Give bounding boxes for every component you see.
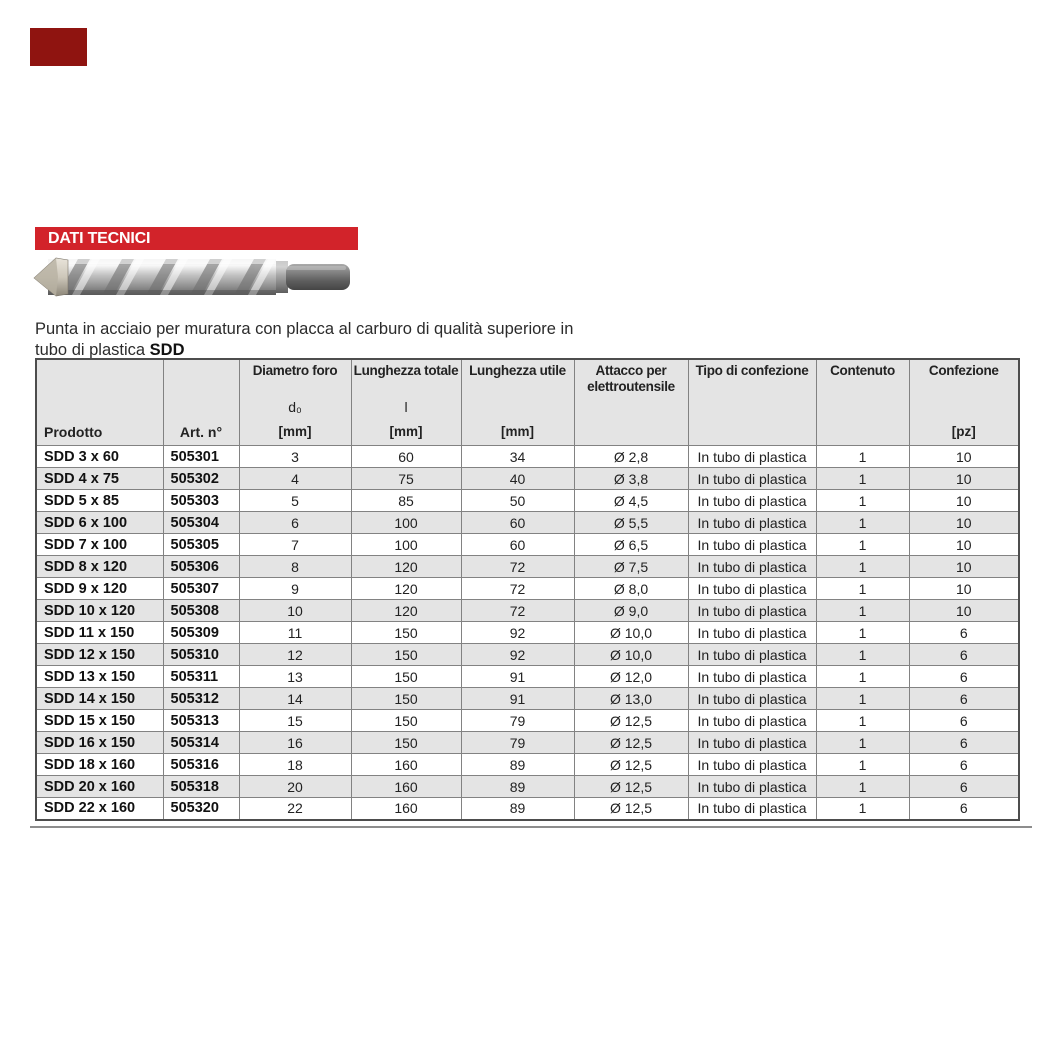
cell-r8-c2: 505308 <box>163 600 239 622</box>
header-text <box>37 399 163 424</box>
bottom-divider <box>30 826 1032 828</box>
cell-r4-c7: In tubo di plastica <box>688 512 816 534</box>
cell-r10-c7: In tubo di plastica <box>688 644 816 666</box>
header-text <box>910 399 1019 424</box>
header-text <box>575 399 688 424</box>
cell-r12-c7: In tubo di plastica <box>688 688 816 710</box>
cell-r4-c3: 6 <box>239 512 351 534</box>
cell-r8-c6: Ø 9,0 <box>574 600 688 622</box>
cell-r3-c4: 85 <box>351 490 461 512</box>
cell-r12-c5: 91 <box>461 688 574 710</box>
drill-bit-photo <box>32 252 352 302</box>
header-text: Lunghezza utile <box>469 363 566 378</box>
cell-r15-c8: 1 <box>816 754 909 776</box>
header-text <box>689 424 816 445</box>
cell-r16-c8: 1 <box>816 776 909 798</box>
cell-r15-c5: 89 <box>461 754 574 776</box>
cell-r16-c2: 505318 <box>163 776 239 798</box>
cell-r8-c1: SDD 10 x 120 <box>36 600 163 622</box>
table-row <box>36 644 1019 666</box>
cell-r4-c2: 505304 <box>163 512 239 534</box>
cell-r1-c3: 3 <box>239 446 351 468</box>
cell-r17-c9: 6 <box>909 798 1019 820</box>
cell-r12-c3: 14 <box>239 688 351 710</box>
cell-r11-c6: Ø 12,0 <box>574 666 688 688</box>
cell-r9-c6: Ø 10,0 <box>574 622 688 644</box>
cell-r6-c9: 10 <box>909 556 1019 578</box>
cell-r4-c6: Ø 5,5 <box>574 512 688 534</box>
cell-r5-c6: Ø 6,5 <box>574 534 688 556</box>
table-row <box>36 578 1019 600</box>
cell-r15-c6: Ø 12,5 <box>574 754 688 776</box>
cell-r9-c3: 11 <box>239 622 351 644</box>
cell-r1-c6: Ø 2,8 <box>574 446 688 468</box>
cell-r7-c8: 1 <box>816 578 909 600</box>
column-header-3 <box>239 359 351 446</box>
cell-r4-c4: 100 <box>351 512 461 534</box>
header-text <box>689 399 816 424</box>
cell-r10-c3: 12 <box>239 644 351 666</box>
cell-r10-c4: 150 <box>351 644 461 666</box>
cell-r14-c4: 150 <box>351 732 461 754</box>
cell-r16-c5: 89 <box>461 776 574 798</box>
cell-r6-c5: 72 <box>461 556 574 578</box>
cell-r8-c9: 10 <box>909 600 1019 622</box>
cell-r11-c4: 150 <box>351 666 461 688</box>
cell-r8-c7: In tubo di plastica <box>688 600 816 622</box>
cell-r14-c3: 16 <box>239 732 351 754</box>
cell-r7-c1: SDD 9 x 120 <box>36 578 163 600</box>
cell-r6-c3: 8 <box>239 556 351 578</box>
table-row <box>36 490 1019 512</box>
table-row <box>36 556 1019 578</box>
cell-r16-c7: In tubo di plastica <box>688 776 816 798</box>
header-text <box>164 399 239 424</box>
cell-r10-c1: SDD 12 x 150 <box>36 644 163 666</box>
cell-r9-c1: SDD 11 x 150 <box>36 622 163 644</box>
cell-r1-c4: 60 <box>351 446 461 468</box>
page-corner-marker <box>30 28 87 66</box>
table-row <box>36 798 1019 820</box>
cell-r6-c4: 120 <box>351 556 461 578</box>
cell-r3-c3: 5 <box>239 490 351 512</box>
table-row <box>36 732 1019 754</box>
cell-r2-c7: In tubo di plastica <box>688 468 816 490</box>
cell-r11-c8: 1 <box>816 666 909 688</box>
header-text: Tipo di confezione <box>695 363 809 378</box>
cell-r3-c2: 505303 <box>163 490 239 512</box>
cell-r9-c9: 6 <box>909 622 1019 644</box>
cell-r13-c6: Ø 12,5 <box>574 710 688 732</box>
description-product-code: SDD <box>149 340 185 359</box>
cell-r10-c9: 6 <box>909 644 1019 666</box>
cell-r12-c9: 6 <box>909 688 1019 710</box>
header-text: [mm] <box>278 424 312 439</box>
cell-r5-c3: 7 <box>239 534 351 556</box>
cell-r1-c8: 1 <box>816 446 909 468</box>
cell-r13-c7: In tubo di plastica <box>688 710 816 732</box>
cell-r17-c5: 89 <box>461 798 574 820</box>
cell-r14-c8: 1 <box>816 732 909 754</box>
cell-r2-c1: SDD 4 x 75 <box>36 468 163 490</box>
cell-r16-c1: SDD 20 x 160 <box>36 776 163 798</box>
cell-r10-c8: 1 <box>816 644 909 666</box>
cell-r8-c3: 10 <box>239 600 351 622</box>
cell-r4-c9: 10 <box>909 512 1019 534</box>
table-row <box>36 446 1019 468</box>
column-header-2 <box>163 359 239 446</box>
cell-r14-c6: Ø 12,5 <box>574 732 688 754</box>
cell-r7-c7: In tubo di plastica <box>688 578 816 600</box>
cell-r14-c2: 505314 <box>163 732 239 754</box>
cell-r7-c2: 505307 <box>163 578 239 600</box>
cell-r16-c4: 160 <box>351 776 461 798</box>
cell-r17-c2: 505320 <box>163 798 239 820</box>
column-header-9 <box>909 359 1019 446</box>
product-description <box>35 319 615 361</box>
column-header-7 <box>688 359 816 446</box>
description-line2: tubo di plastica <box>35 340 146 359</box>
cell-r4-c5: 60 <box>461 512 574 534</box>
cell-r2-c6: Ø 3,8 <box>574 468 688 490</box>
cell-r12-c1: SDD 14 x 150 <box>36 688 163 710</box>
header-text: Contenuto <box>830 363 895 378</box>
cell-r16-c9: 6 <box>909 776 1019 798</box>
cell-r11-c3: 13 <box>239 666 351 688</box>
cell-r6-c6: Ø 7,5 <box>574 556 688 578</box>
cell-r9-c2: 505309 <box>163 622 239 644</box>
cell-r14-c1: SDD 16 x 150 <box>36 732 163 754</box>
cell-r15-c7: In tubo di plastica <box>688 754 816 776</box>
header-row <box>36 359 1019 446</box>
header-text <box>164 360 239 399</box>
cell-r8-c5: 72 <box>461 600 574 622</box>
cell-r17-c3: 22 <box>239 798 351 820</box>
cell-r9-c5: 92 <box>461 622 574 644</box>
cell-r4-c1: SDD 6 x 100 <box>36 512 163 534</box>
section-banner-title: DATI TECNICI <box>48 229 151 247</box>
table-row <box>36 600 1019 622</box>
header-text: [mm] <box>501 424 534 439</box>
cell-r17-c4: 160 <box>351 798 461 820</box>
header-text: [mm] <box>389 424 423 439</box>
cell-r2-c4: 75 <box>351 468 461 490</box>
header-text: Art. n° <box>179 424 223 440</box>
cell-r5-c4: 100 <box>351 534 461 556</box>
cell-r8-c8: 1 <box>816 600 909 622</box>
cell-r11-c1: SDD 13 x 150 <box>36 666 163 688</box>
cell-r2-c8: 1 <box>816 468 909 490</box>
cell-r15-c4: 160 <box>351 754 461 776</box>
column-header-5 <box>461 359 574 446</box>
header-text: Confezione <box>928 363 999 378</box>
cell-r11-c7: In tubo di plastica <box>688 666 816 688</box>
cell-r5-c8: 1 <box>816 534 909 556</box>
cell-r13-c1: SDD 15 x 150 <box>36 710 163 732</box>
cell-r11-c5: 91 <box>461 666 574 688</box>
header-text <box>817 424 909 445</box>
cell-r3-c9: 10 <box>909 490 1019 512</box>
cell-r12-c8: 1 <box>816 688 909 710</box>
cell-r6-c2: 505306 <box>163 556 239 578</box>
cell-r13-c8: 1 <box>816 710 909 732</box>
section-banner <box>35 227 358 250</box>
cell-r1-c2: 505301 <box>163 446 239 468</box>
cell-r7-c9: 10 <box>909 578 1019 600</box>
cell-r3-c8: 1 <box>816 490 909 512</box>
table-row <box>36 776 1019 798</box>
cell-r17-c7: In tubo di plastica <box>688 798 816 820</box>
cell-r13-c9: 6 <box>909 710 1019 732</box>
table-row <box>36 512 1019 534</box>
cell-r1-c9: 10 <box>909 446 1019 468</box>
header-text <box>817 399 909 424</box>
cell-r3-c1: SDD 5 x 85 <box>36 490 163 512</box>
cell-r15-c2: 505316 <box>163 754 239 776</box>
header-text: Lunghezza totale <box>353 363 459 378</box>
cell-r1-c5: 34 <box>461 446 574 468</box>
cell-r2-c5: 40 <box>461 468 574 490</box>
table-row <box>36 688 1019 710</box>
cell-r11-c9: 6 <box>909 666 1019 688</box>
cell-r2-c2: 505302 <box>163 468 239 490</box>
cell-r7-c4: 120 <box>351 578 461 600</box>
cell-r7-c5: 72 <box>461 578 574 600</box>
technical-data-table <box>35 358 1020 821</box>
header-text: [pz] <box>951 424 976 439</box>
cell-r8-c4: 120 <box>351 600 461 622</box>
column-header-6 <box>574 359 688 446</box>
cell-r3-c5: 50 <box>461 490 574 512</box>
cell-r5-c9: 10 <box>909 534 1019 556</box>
header-text: Diametro foro <box>252 363 338 378</box>
cell-r16-c3: 20 <box>239 776 351 798</box>
table-row <box>36 754 1019 776</box>
cell-r5-c2: 505305 <box>163 534 239 556</box>
cell-r12-c4: 150 <box>351 688 461 710</box>
cell-r9-c4: 150 <box>351 622 461 644</box>
table-row <box>36 534 1019 556</box>
cell-r7-c6: Ø 8,0 <box>574 578 688 600</box>
cell-r10-c6: Ø 10,0 <box>574 644 688 666</box>
cell-r2-c9: 10 <box>909 468 1019 490</box>
cell-r15-c9: 6 <box>909 754 1019 776</box>
cell-r4-c8: 1 <box>816 512 909 534</box>
header-text: Prodotto <box>44 424 103 440</box>
cell-r17-c1: SDD 22 x 160 <box>36 798 163 820</box>
cell-r14-c9: 6 <box>909 732 1019 754</box>
description-line1: Punta in acciaio per muratura con placca al carburo di qualità superiore in <box>35 319 574 338</box>
technical-data-section <box>35 358 1018 821</box>
cell-r3-c7: In tubo di plastica <box>688 490 816 512</box>
table-body <box>36 446 1019 820</box>
cell-r3-c6: Ø 4,5 <box>574 490 688 512</box>
header-text <box>575 424 688 445</box>
column-header-4 <box>351 359 461 446</box>
cell-r14-c7: In tubo di plastica <box>688 732 816 754</box>
cell-r5-c7: In tubo di plastica <box>688 534 816 556</box>
cell-r17-c8: 1 <box>816 798 909 820</box>
cell-r6-c7: In tubo di plastica <box>688 556 816 578</box>
cell-r6-c8: 1 <box>816 556 909 578</box>
cell-r14-c5: 79 <box>461 732 574 754</box>
header-text: d₀ <box>288 399 302 415</box>
cell-r13-c5: 79 <box>461 710 574 732</box>
cell-r2-c3: 4 <box>239 468 351 490</box>
cell-r10-c2: 505310 <box>163 644 239 666</box>
cell-r11-c2: 505311 <box>163 666 239 688</box>
table-row <box>36 468 1019 490</box>
cell-r15-c1: SDD 18 x 160 <box>36 754 163 776</box>
cell-r5-c1: SDD 7 x 100 <box>36 534 163 556</box>
cell-r1-c1: SDD 3 x 60 <box>36 446 163 468</box>
cell-r1-c7: In tubo di plastica <box>688 446 816 468</box>
table-row <box>36 622 1019 644</box>
cell-r13-c3: 15 <box>239 710 351 732</box>
cell-r12-c6: Ø 13,0 <box>574 688 688 710</box>
cell-r10-c5: 92 <box>461 644 574 666</box>
cell-r6-c1: SDD 8 x 120 <box>36 556 163 578</box>
column-header-1 <box>36 359 163 446</box>
cell-r16-c6: Ø 12,5 <box>574 776 688 798</box>
table-row <box>36 710 1019 732</box>
cell-r5-c5: 60 <box>461 534 574 556</box>
cell-r7-c3: 9 <box>239 578 351 600</box>
column-header-8 <box>816 359 909 446</box>
cell-r17-c6: Ø 12,5 <box>574 798 688 820</box>
cell-r9-c7: In tubo di plastica <box>688 622 816 644</box>
header-text <box>462 399 574 424</box>
cell-r15-c3: 18 <box>239 754 351 776</box>
cell-r12-c2: 505312 <box>163 688 239 710</box>
table-row <box>36 666 1019 688</box>
cell-r9-c8: 1 <box>816 622 909 644</box>
header-text: l <box>404 399 408 415</box>
header-text: Attacco per elettroutensile <box>587 363 675 394</box>
cell-r13-c2: 505313 <box>163 710 239 732</box>
cell-r13-c4: 150 <box>351 710 461 732</box>
table-header <box>36 359 1019 446</box>
header-text <box>37 360 163 399</box>
